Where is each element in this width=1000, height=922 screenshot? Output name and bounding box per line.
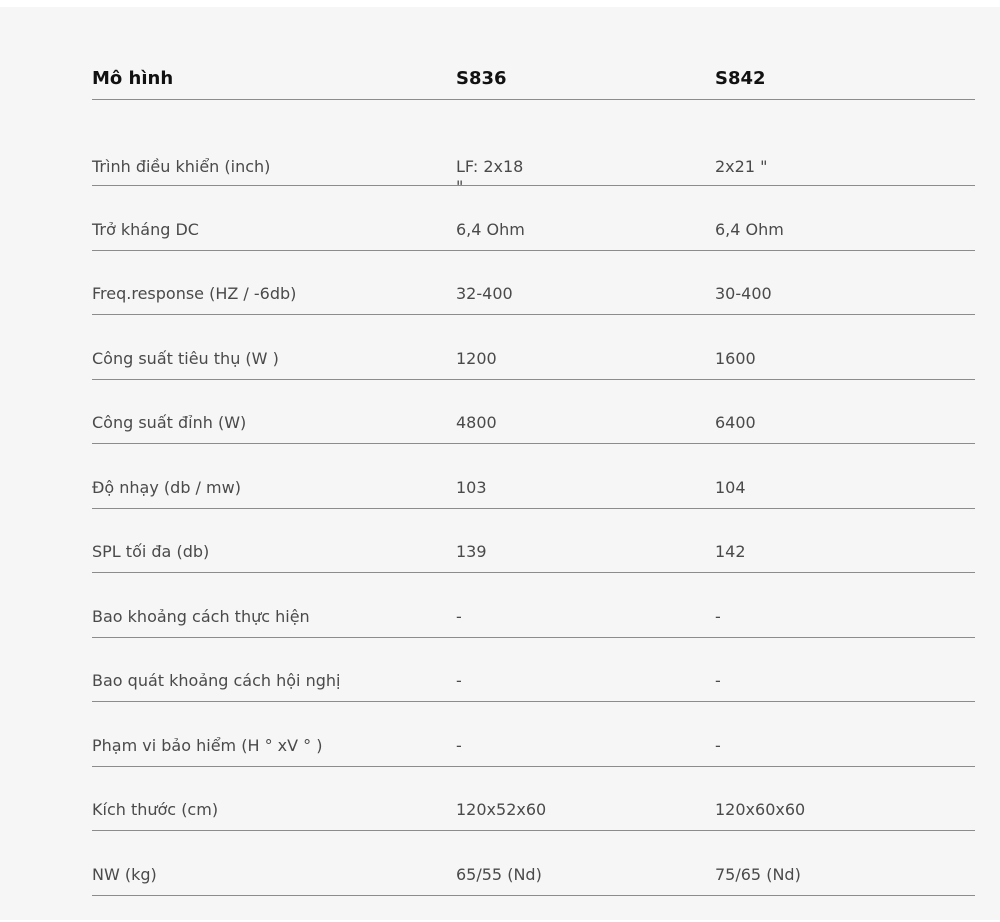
table-row <box>92 638 975 703</box>
spec-panel <box>0 7 1000 920</box>
row-value-s836: 103 <box>456 477 487 497</box>
spec-table <box>92 55 975 896</box>
row-value-s836: LF: 2x18 " <box>456 157 524 196</box>
table-row <box>92 380 975 445</box>
row-value-s842: - <box>715 606 721 626</box>
header-model-s836: S836 <box>456 68 507 89</box>
row-label: Trình điều khiển (inch) <box>92 157 271 176</box>
row-value-s842: 2x21 " <box>715 157 768 176</box>
row-value-s836: 120x52x60 <box>456 800 547 819</box>
row-value-s836: 6,4 Ohm <box>456 219 525 239</box>
row-value-s842: 6400 <box>715 413 756 432</box>
row-value-s836: - <box>456 671 462 690</box>
table-row <box>92 509 975 574</box>
table-header-row <box>92 55 975 100</box>
row-value-s842: 142 <box>715 542 746 561</box>
table-row <box>92 251 975 316</box>
table-row <box>92 444 975 509</box>
row-value-s836: 139 <box>456 542 487 561</box>
row-label: Freq.response (HZ / -6db) <box>92 284 297 303</box>
row-value-s836: - <box>456 606 462 626</box>
row-label: Bao khoảng cách thực hiện <box>92 606 310 626</box>
row-value-s836: 65/55 (Nd) <box>456 864 542 884</box>
row-label: Bao quát khoảng cách hội nghị <box>92 671 341 690</box>
row-value-s842: 75/65 (Nd) <box>715 864 801 884</box>
row-value-s842: 120x60x60 <box>715 800 806 819</box>
table-row <box>92 702 975 767</box>
row-value-s842: 30-400 <box>715 284 772 303</box>
row-label: Trở kháng DC <box>92 219 199 239</box>
table-row <box>92 100 975 196</box>
header-model-s842: S842 <box>715 68 766 89</box>
row-value-s842: 104 <box>715 477 746 497</box>
row-value-s842: - <box>715 671 721 690</box>
row-label: SPL tối đa (db) <box>92 542 210 561</box>
row-value-s842: - <box>715 735 721 755</box>
header-label: Mô hình <box>92 68 174 89</box>
row-value-s836: 4800 <box>456 413 497 432</box>
row-label: Công suất tiêu thụ (W ) <box>92 348 279 368</box>
row-value-s842: 6,4 Ohm <box>715 219 784 239</box>
table-row <box>92 573 975 638</box>
table-row <box>92 186 975 251</box>
table-row <box>92 315 975 380</box>
row-label: Công suất đỉnh (W) <box>92 413 247 432</box>
row-value-s842: 1600 <box>715 348 756 368</box>
table-row <box>92 831 975 896</box>
row-value-s836: 1200 <box>456 348 497 368</box>
row-value-s836: 32-400 <box>456 284 513 303</box>
row-label: Kích thước (cm) <box>92 800 219 819</box>
row-label: Phạm vi bảo hiểm (H ° xV ° ) <box>92 735 323 755</box>
row-label: NW (kg) <box>92 864 157 884</box>
row-value-s836: - <box>456 735 462 755</box>
row-label: Độ nhạy (db / mw) <box>92 477 241 497</box>
table-row <box>92 767 975 832</box>
